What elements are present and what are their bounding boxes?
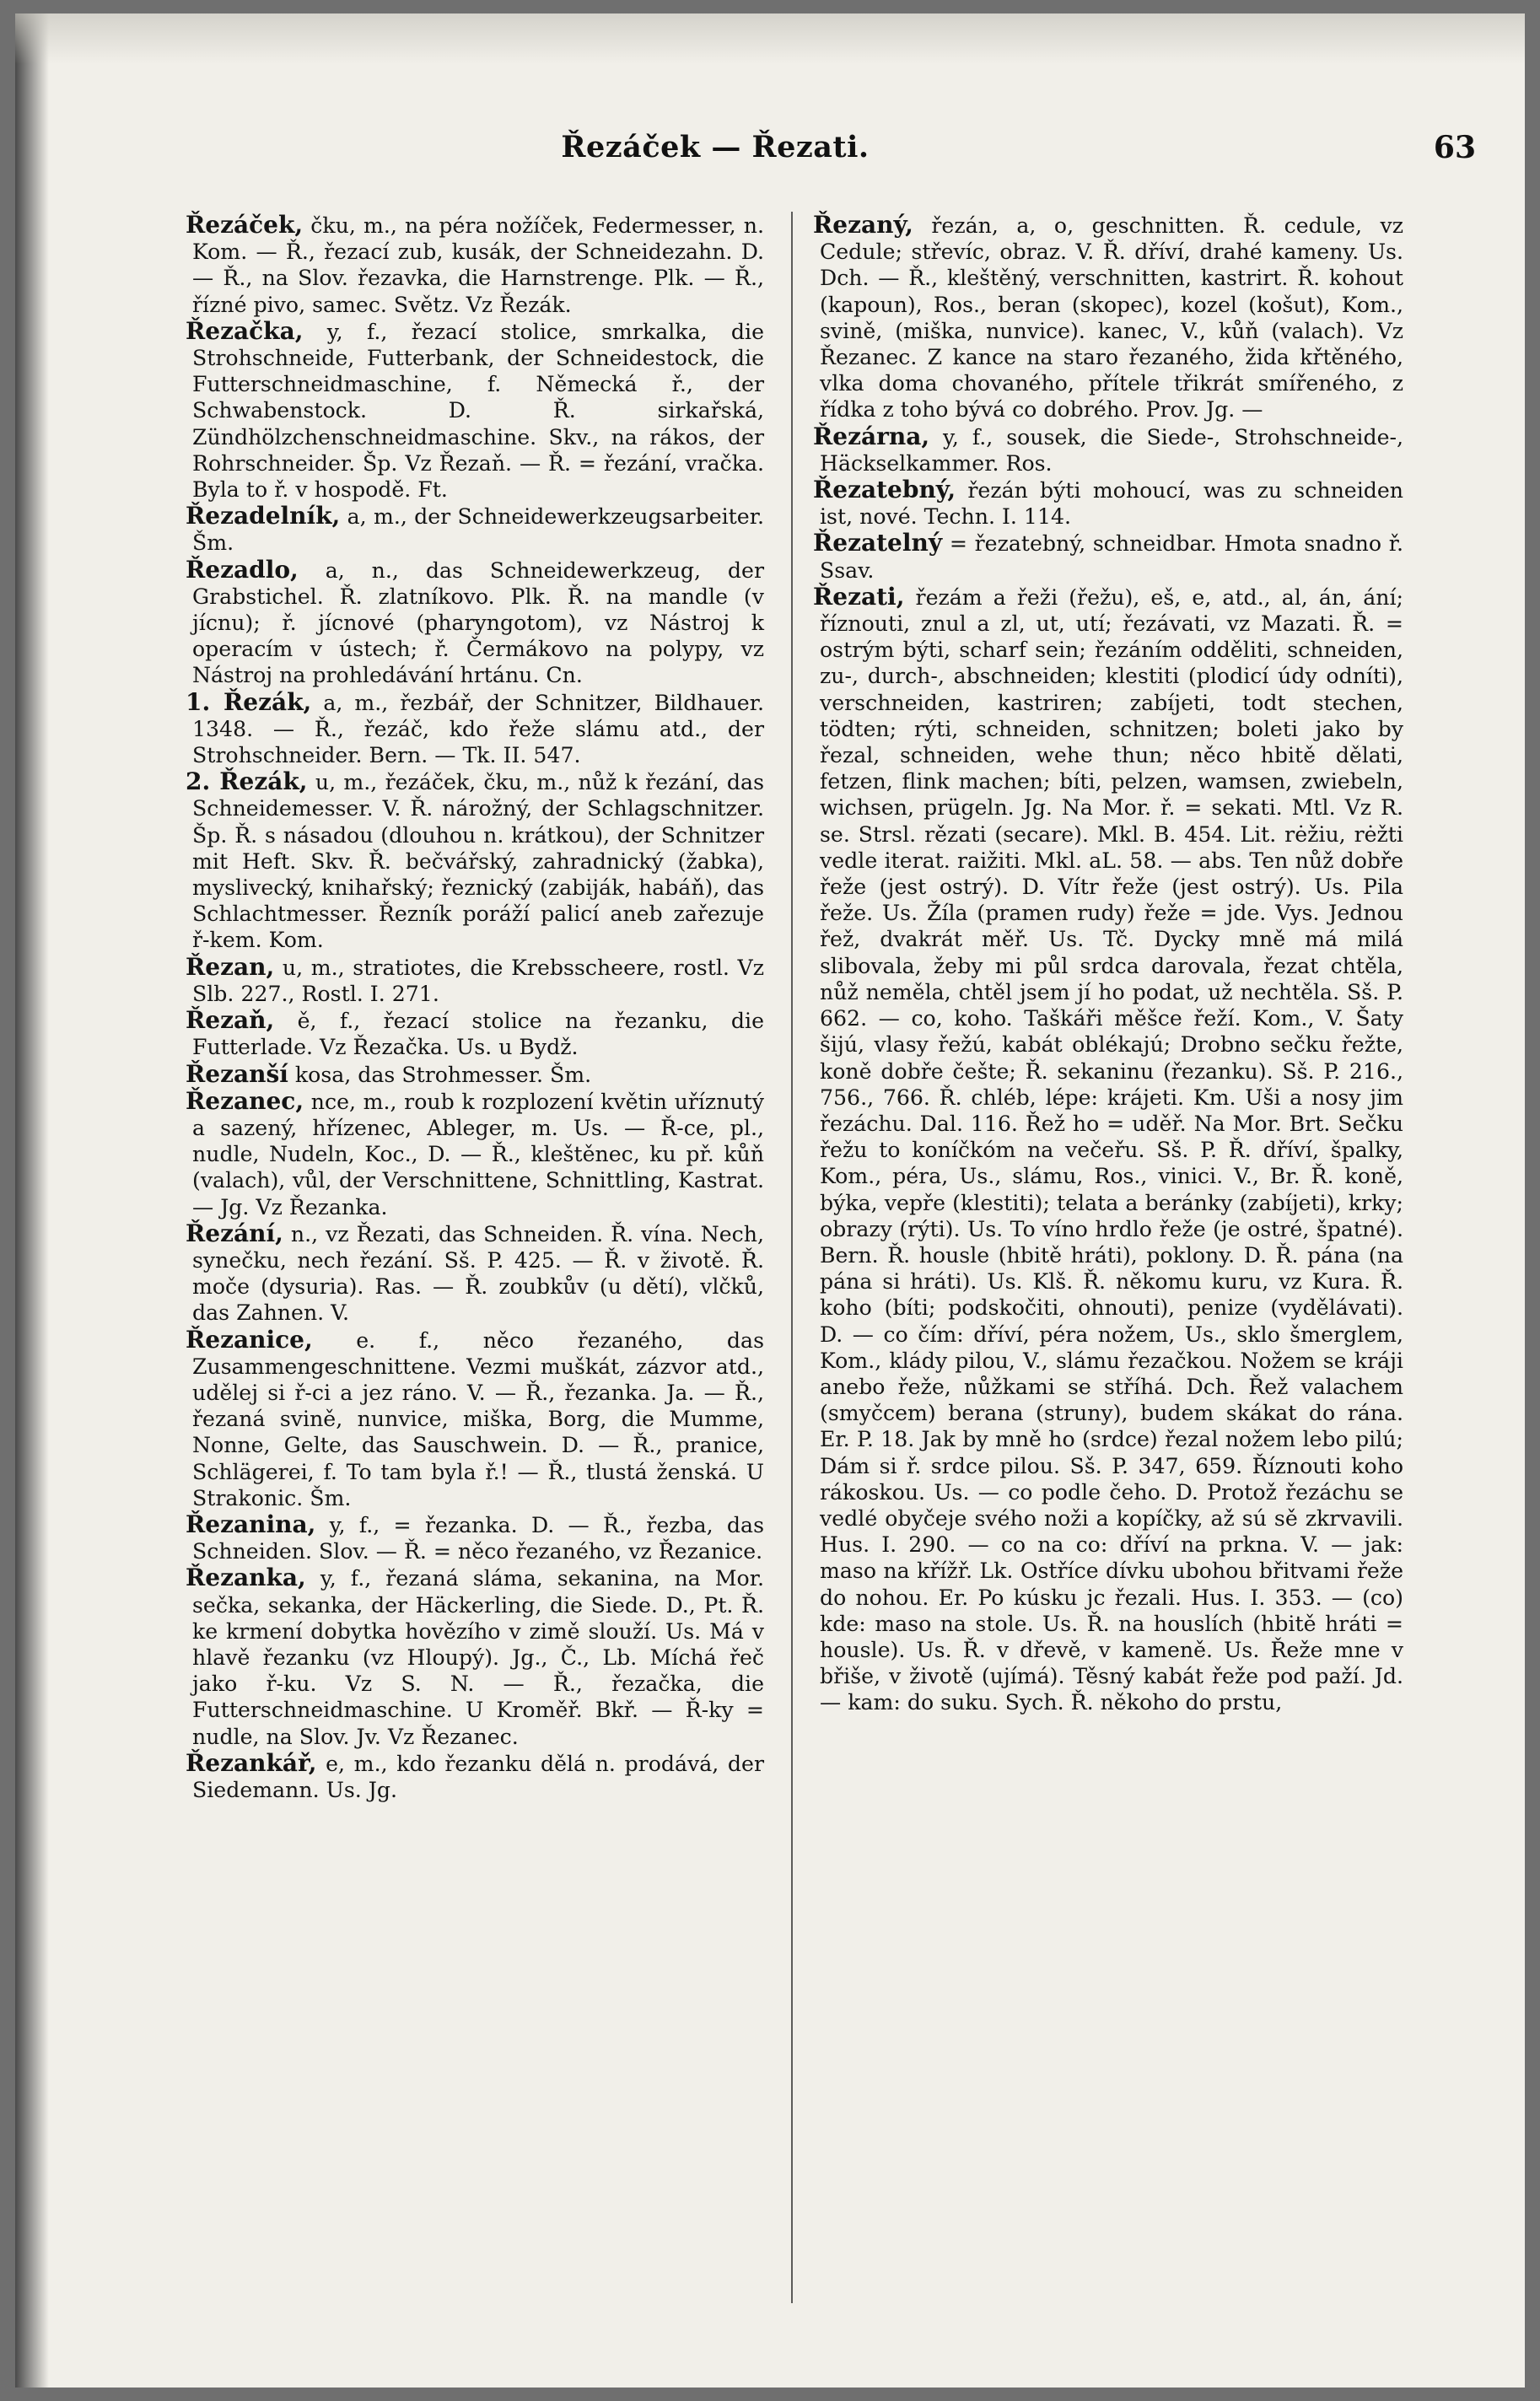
entry-headword: Řezanice, bbox=[186, 1325, 313, 1354]
entry bbox=[813, 584, 1403, 1716]
entry-definition: čku, m., na péra nožíček, Federmesser, n. Kom. — Ř., řezací zub, kusák, der Schneidezahn. D. — Ř., na Slov. řezavka, die Harnstrenge. Plk. — Ř., řízné pivo, samec. Světz. Vz Řezák. bbox=[192, 213, 764, 317]
entry bbox=[186, 1511, 764, 1564]
entry bbox=[186, 954, 764, 1007]
entry-definition: e, m., kdo řezanku dělá n. prodává, der Siedemann. Us. Jg. bbox=[192, 1751, 764, 1802]
page-header bbox=[15, 130, 1525, 180]
entry bbox=[186, 557, 764, 689]
entry-headword: Řezání, bbox=[186, 1219, 283, 1247]
entry-headword: Řezankář, bbox=[186, 1748, 317, 1777]
entry bbox=[186, 318, 764, 503]
entry bbox=[186, 212, 764, 318]
entry bbox=[813, 212, 1403, 423]
scan-shadow bbox=[15, 13, 49, 2388]
entry bbox=[813, 423, 1403, 476]
entry-definition: u, m., řezáček, čku, m., nůž k řezání, das Schneidemesser. V. Ř. nárožný, der Schlagschnitzer. Šp. Ř. s násadou (dlouhou n. krátkou), der Schnitzer mit Heft. Skv. Ř. bečvářský, zahradnický (žabka), myslivecký, knihařský; řeznický (zabiják, habáň), das Schlachtmesser. Řezník poráží palicí aneb zařezuje ř-kem. Kom. bbox=[192, 770, 764, 953]
entry-definition: e. f., něco řezaného, das Zusammengeschnittene. Vezmi muškát, zázvor atd., udělej si ř-ci a jez ráno. V. — Ř., řezanka. Ja. — Ř., řezaná svině, nunvice, miška, Borg, die Mumme, Nonne, Gelte, das Sauschwein. D. — Ř., pranice, Schlägerei, f. To tam byla ř.! — Ř., tlustá ženská. U Strakonic. Šm. bbox=[192, 1327, 764, 1510]
entry-definition: nce, m., roub k rozplození květin uříznutý a sazený, hřízenec, Ableger, m. Us. — Ř-ce, pl., nudle, Nudeln, Koc., D. — Ř., kleštěnec, ku př. kůň (valach), vůl, der Verschnittene, Schnittling, Kastrat. — Jg. Vz Řezanka. bbox=[192, 1089, 764, 1219]
entry bbox=[186, 1564, 764, 1749]
entry-definition: a, m., der Schneidewerkzeugsarbeiter. Šm. bbox=[192, 504, 764, 556]
entry-definition: y, f., = řezanka. D. — Ř., řezba, das Schneiden. Slov. — Ř. = něco řezaného, vz Řezanice. bbox=[192, 1512, 764, 1564]
entry-headword: Řezárna, bbox=[813, 422, 930, 450]
entry-headword: Řezaný, bbox=[813, 211, 913, 239]
entry-definition: a, n., das Schneidewerkzeug, der Grabstichel. Ř. zlatníkovo. Plk. Ř. na mandle (v jícnu); ř. jícnové (pharyngotom), vz Nástroj k operacím v ústech; ř. Čermákovo na polypy, vz Nástroj na prohledávání hrtánu. Cn. bbox=[192, 557, 764, 688]
entry-definition: = řezatebný, schneidbar. Hmota snadno ř. Ssav. bbox=[820, 531, 1403, 583]
entry-headword: Řezati, bbox=[813, 582, 905, 611]
entry-headword: 1. Řezák, bbox=[186, 687, 312, 716]
page-number: 63 bbox=[1433, 130, 1476, 165]
entry-definition: řezán, a, o, geschnitten. Ř. cedule, vz Cedule; střevíc, obraz. V. Ř. dříví, drahé kameny. Us. Dch. — Ř., kleštěný, verschnitten, kastrirt. Ř. kohout (kapoun), Ros., beran (skopec), kozel (košut), Kom., svině, (miška, nunvice). kanec, V., kůň (valach). Vz Řezanec. Z kance na staro řezaného, žida křtěného, vlka doma chovaného, přítele třikrát smířeného, z řídka z toho bývá co dobrého. Prov. Jg. — bbox=[820, 213, 1403, 423]
entry-headword: Řezačka, bbox=[186, 316, 304, 345]
running-title: Řezáček — Řezati. bbox=[561, 130, 870, 164]
entry-headword: Řezanec, bbox=[186, 1086, 304, 1115]
entry-headword: Řezadelník, bbox=[186, 502, 341, 530]
entry-headword: 2. Řezák, bbox=[186, 767, 308, 796]
dictionary-page bbox=[15, 13, 1525, 2388]
entry-definition: ě, f., řezací stolice na řezanku, die Futterlade. Vz Řezačka. Us. u Bydž. bbox=[192, 1009, 764, 1060]
entry-headword: Řezadlo, bbox=[186, 555, 299, 584]
entry bbox=[186, 768, 764, 953]
entry-headword: Řezáček, bbox=[186, 211, 304, 239]
entry-definition: řezán býti mohoucí, was zu schneiden ist, nové. Techn. I. 114. bbox=[820, 478, 1403, 530]
entry-headword: Řezanka, bbox=[186, 1564, 306, 1592]
entry-headword: Řezanina, bbox=[186, 1510, 316, 1538]
entry bbox=[186, 1088, 764, 1220]
entry-definition: y, f., řezací stolice, smrkalka, die Strohschneide, Futterbank, der Schneidestock, die Futterschneidmaschine, f. Německá ř., der Schwabenstock. D. Ř. sirkařská, Zündhölzchenschneidmaschine. Skv., na rákos, der Rohrschneider. Šp. Vz Řezaň. — Ř. = řezání, vračka. Byla to ř. v hospodě. Ft. bbox=[192, 319, 764, 503]
entry-definition: y, f., sousek, die Siede-, Strohschneide-, Häckselkammer. Ros. bbox=[820, 424, 1403, 476]
column-divider bbox=[791, 212, 793, 2303]
entry bbox=[186, 1327, 764, 1511]
entry bbox=[186, 689, 764, 769]
entry-headword: Řezanší bbox=[186, 1059, 288, 1088]
entry-definition: a, m., řezbář, der Schnitzer, Bildhauer. 1348. — Ř., řezáč, kdo řeže slámu atd., der Strohschneider. Bern. — Tk. II. 547. bbox=[192, 690, 764, 768]
entry bbox=[186, 1750, 764, 1803]
entry bbox=[813, 476, 1403, 530]
entry-headword: Řezaň, bbox=[186, 1006, 275, 1035]
entry bbox=[186, 1007, 764, 1060]
entry bbox=[813, 530, 1403, 583]
entry-definition: n., vz Řezati, das Schneiden. Ř. vína. Nech, synečku, nech řezání. Sš. P. 425. — Ř. v životě. Ř. moče (dysuria). Ras. — Ř. zoubkův (u dětí), vlčků, das Zahnen. V. bbox=[192, 1221, 764, 1326]
entry bbox=[186, 1061, 764, 1088]
entry-definition: u, m., stratiotes, die Krebsscheere, rostl. Vz Slb. 227., Rostl. I. 271. bbox=[192, 955, 764, 1006]
entry bbox=[186, 1220, 764, 1327]
right-column bbox=[813, 212, 1403, 1716]
left-column bbox=[186, 212, 764, 1803]
entry-definition: kosa, das Strohmesser. Šm. bbox=[288, 1062, 592, 1087]
entry-definition: řezám a řeži (řežu), eš, e, atd., al, án, ání; říznouti, znul a zl, ut, utí; řezávati, vz Mazati. Ř. = ostrým býti, scharf sein; řezáním odděliti, schneiden, zu-, durch-, abschneiden; klestiti (plodicí údy odníti), verschneiden, kastriren; zabíjeti, todt stechen, tödten; rýti, schneiden, schnitzen; boleti jako by řezal, schneiden, wehe thun; něco hbitě dělati, fetzen, flink machen; bíti, pelzen, wamsen, zwiebeln, wichsen, prügeln. Jg. Na Mor. ř. = sekati. Mtl. Vz R. se. Strsl. rězati (secare). Mkl. B. 454. Lit. rėžiu, rėžti vedle iterat. raižiti. Mkl. aL. 58. — abs. Ten nůž dobře řeže (jest ostrý). D. Vítr řeže (jest ostrý). Us. Pila řeže. Us. Žíla (pramen rudy) řeže = jde. Vys. Jednou řež, dvakrát měř. Us. Tč. Dycky mně má milá slibovala, žeby mi půl srdca darovala, řezat chtěla, nůž neměla, chtěl jsem jí ho podat, už nechtěla. Sš. P. 662. — co, koho. Taškáři měšce řeží. Kom., V. Šaty šijú, vlasy řežú, kabát oblékajú; Drobno sečku řežte, koně dobře češte; Ř. sekaninu (řezanku). Sš. P. 216., 756., 766. Ř. chléb, lépe: krájeti. Km. Uši a nosy jim řezáchu. Dal. 116. Řež ho = uděř. Na Mor. Brt. Sečku řežu to koníčkóm na večeřu. Sš. P. Ř. dříví, špalky, Kom., péra, Us., slámu, Ros., vinici. V., Br. Ř. koně, býka, vepře (klestiti); telata a beránky (zabíjeti), krky; obrazy (rýti). Us. To víno hrdlo řeže (je ostré, špatné). Bern. Ř. housle (hbitě hráti), poklony. D. Ř. pána (na pána si hráti). Us. Klš. Ř. někomu kuru, vz Kura. Ř. koho (bíti; podskočiti, ohnouti), penize (vydělávati). D. — co čím: dříví, péra nožem, Us., sklo šmerglem, Kom., klády pilou, V., slámu řezačkou. Nožem se kráji anebo řeže, nůžkami se stříhá. Dch. Řež valachem (smyčcem) berana (struny), budem skákat do rána. Er. P. 18. Jak by mně ho (srdce) řezal nožem lebo pilú; Dám si ř. srdce pilou. Sš. P. 347, 659. Říznouti koho rákoskou. Us. — co podle čeho. D. Protož řezáchu se vedlé obyčeje svého noži a kopíčky, až sú sě zkrvavili. Hus. I. 290. — co na co: dříví na prkna. V. — jak: maso na křížř. Lk. Ostříce dívku ubohou břitvami řeže do nohou. Er. Po kúsku jc řezali. Hus. I. 353. — (co) kde: maso na stole. Us. Ř. na houslích (hbitě hráti = housle). Us. Ř. v dřevě, v kameně. Us. Řeže mne v břiše, v životě (ujímá). Těsný kabát řeže pod paží. Jd. — kam: do suku. Sych. Ř. někoho do prstu, bbox=[820, 584, 1403, 1715]
entry-headword: Řezatelný bbox=[813, 529, 943, 557]
scan-shadow-top bbox=[15, 13, 1525, 64]
entry-headword: Řezatebný, bbox=[813, 476, 956, 504]
entry bbox=[186, 503, 764, 556]
entry-headword: Řezan, bbox=[186, 952, 275, 981]
entry-definition: y, f., řezaná sláma, sekanina, na Mor. sečka, sekanka, der Häckerling, die Siede. D., Pt. Ř. ke krmení dobytka hovězího v zimě slouží. Us. Má v hlavě řezanku (vz Hloupý). Jg., Č., Lb. Míchá řeč jako ř-ku. Vz S. N. — Ř., řezačka, die Futterschneidmaschine. U Kroměř. Bkř. — Ř-ky = nudle, na Slov. Jv. Vz Řezanec. bbox=[192, 1566, 764, 1749]
